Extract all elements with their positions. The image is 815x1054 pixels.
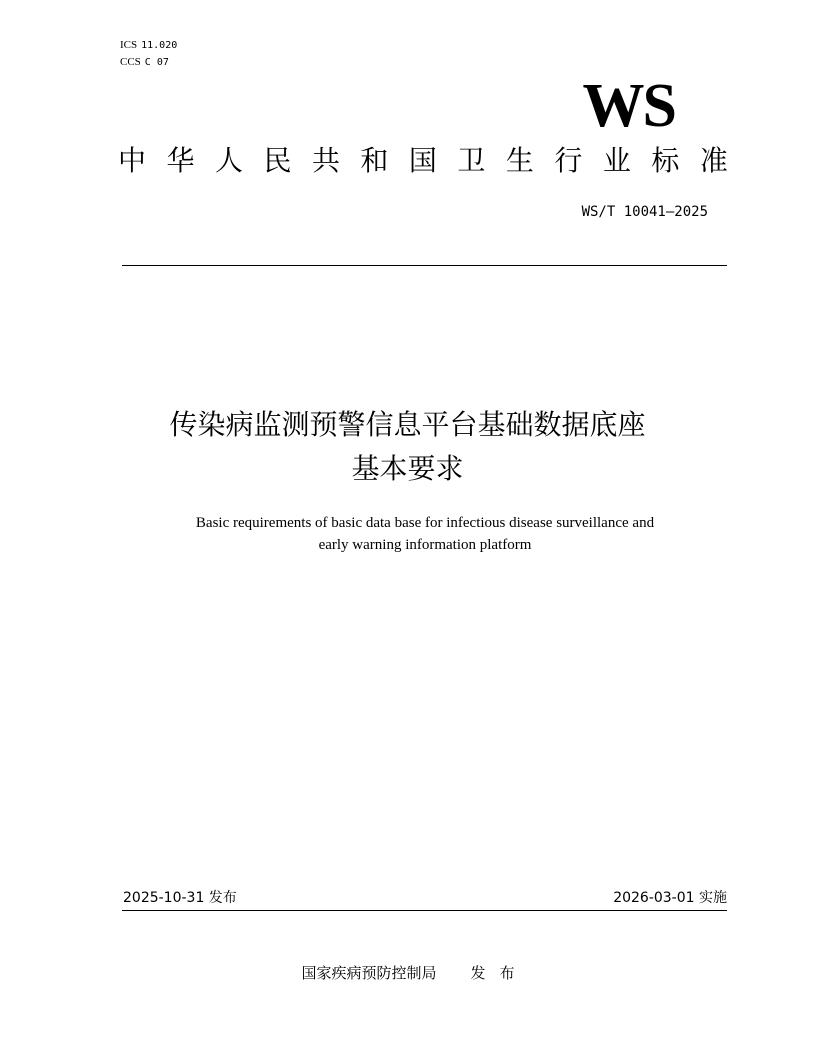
category-char: 卫 <box>457 144 486 177</box>
english-title-line-1: Basic requirements of basic data base for infectious disease surveillance and <box>195 515 655 531</box>
chinese-title-line-2: 基本要求 <box>351 452 464 485</box>
standard-number: WS/T 10041—2025 <box>581 204 708 220</box>
english-title <box>0 512 815 556</box>
category-char: 人 <box>214 144 243 177</box>
publisher-line <box>0 962 815 984</box>
header-divider <box>122 265 727 266</box>
category-char: 行 <box>554 144 583 177</box>
ccs-code: C 07 <box>144 57 169 68</box>
publisher-name: 国家疾病预防控制局 <box>301 964 437 982</box>
chinese-title-line-1: 传染病监测预警信息平台基础数据底座 <box>169 408 646 441</box>
category-char: 共 <box>311 144 340 177</box>
standard-category-title <box>118 143 728 179</box>
chinese-title <box>0 403 815 491</box>
category-char: 和 <box>360 144 389 177</box>
ics-classification <box>120 37 177 54</box>
publish-action: 发布 <box>470 964 529 982</box>
implementation-date: 2026-03-01 实施 <box>613 890 727 906</box>
ws-logo: WS <box>582 72 675 140</box>
ccs-classification <box>120 54 169 71</box>
ics-label: ICS <box>120 39 138 51</box>
english-title-line-2: early warning information platform <box>318 537 532 553</box>
ics-code: 11.020 <box>141 40 178 51</box>
footer-divider <box>122 910 727 911</box>
category-char: 业 <box>602 144 631 177</box>
category-char: 标 <box>651 144 680 177</box>
category-char: 民 <box>263 144 292 177</box>
category-char: 生 <box>505 144 534 177</box>
category-char: 华 <box>166 144 195 177</box>
category-char: 国 <box>408 144 437 177</box>
issue-date: 2025-10-31 发布 <box>123 890 237 906</box>
ccs-label: CCS <box>120 56 141 68</box>
category-char: 中 <box>118 144 147 177</box>
category-char: 准 <box>699 144 728 177</box>
